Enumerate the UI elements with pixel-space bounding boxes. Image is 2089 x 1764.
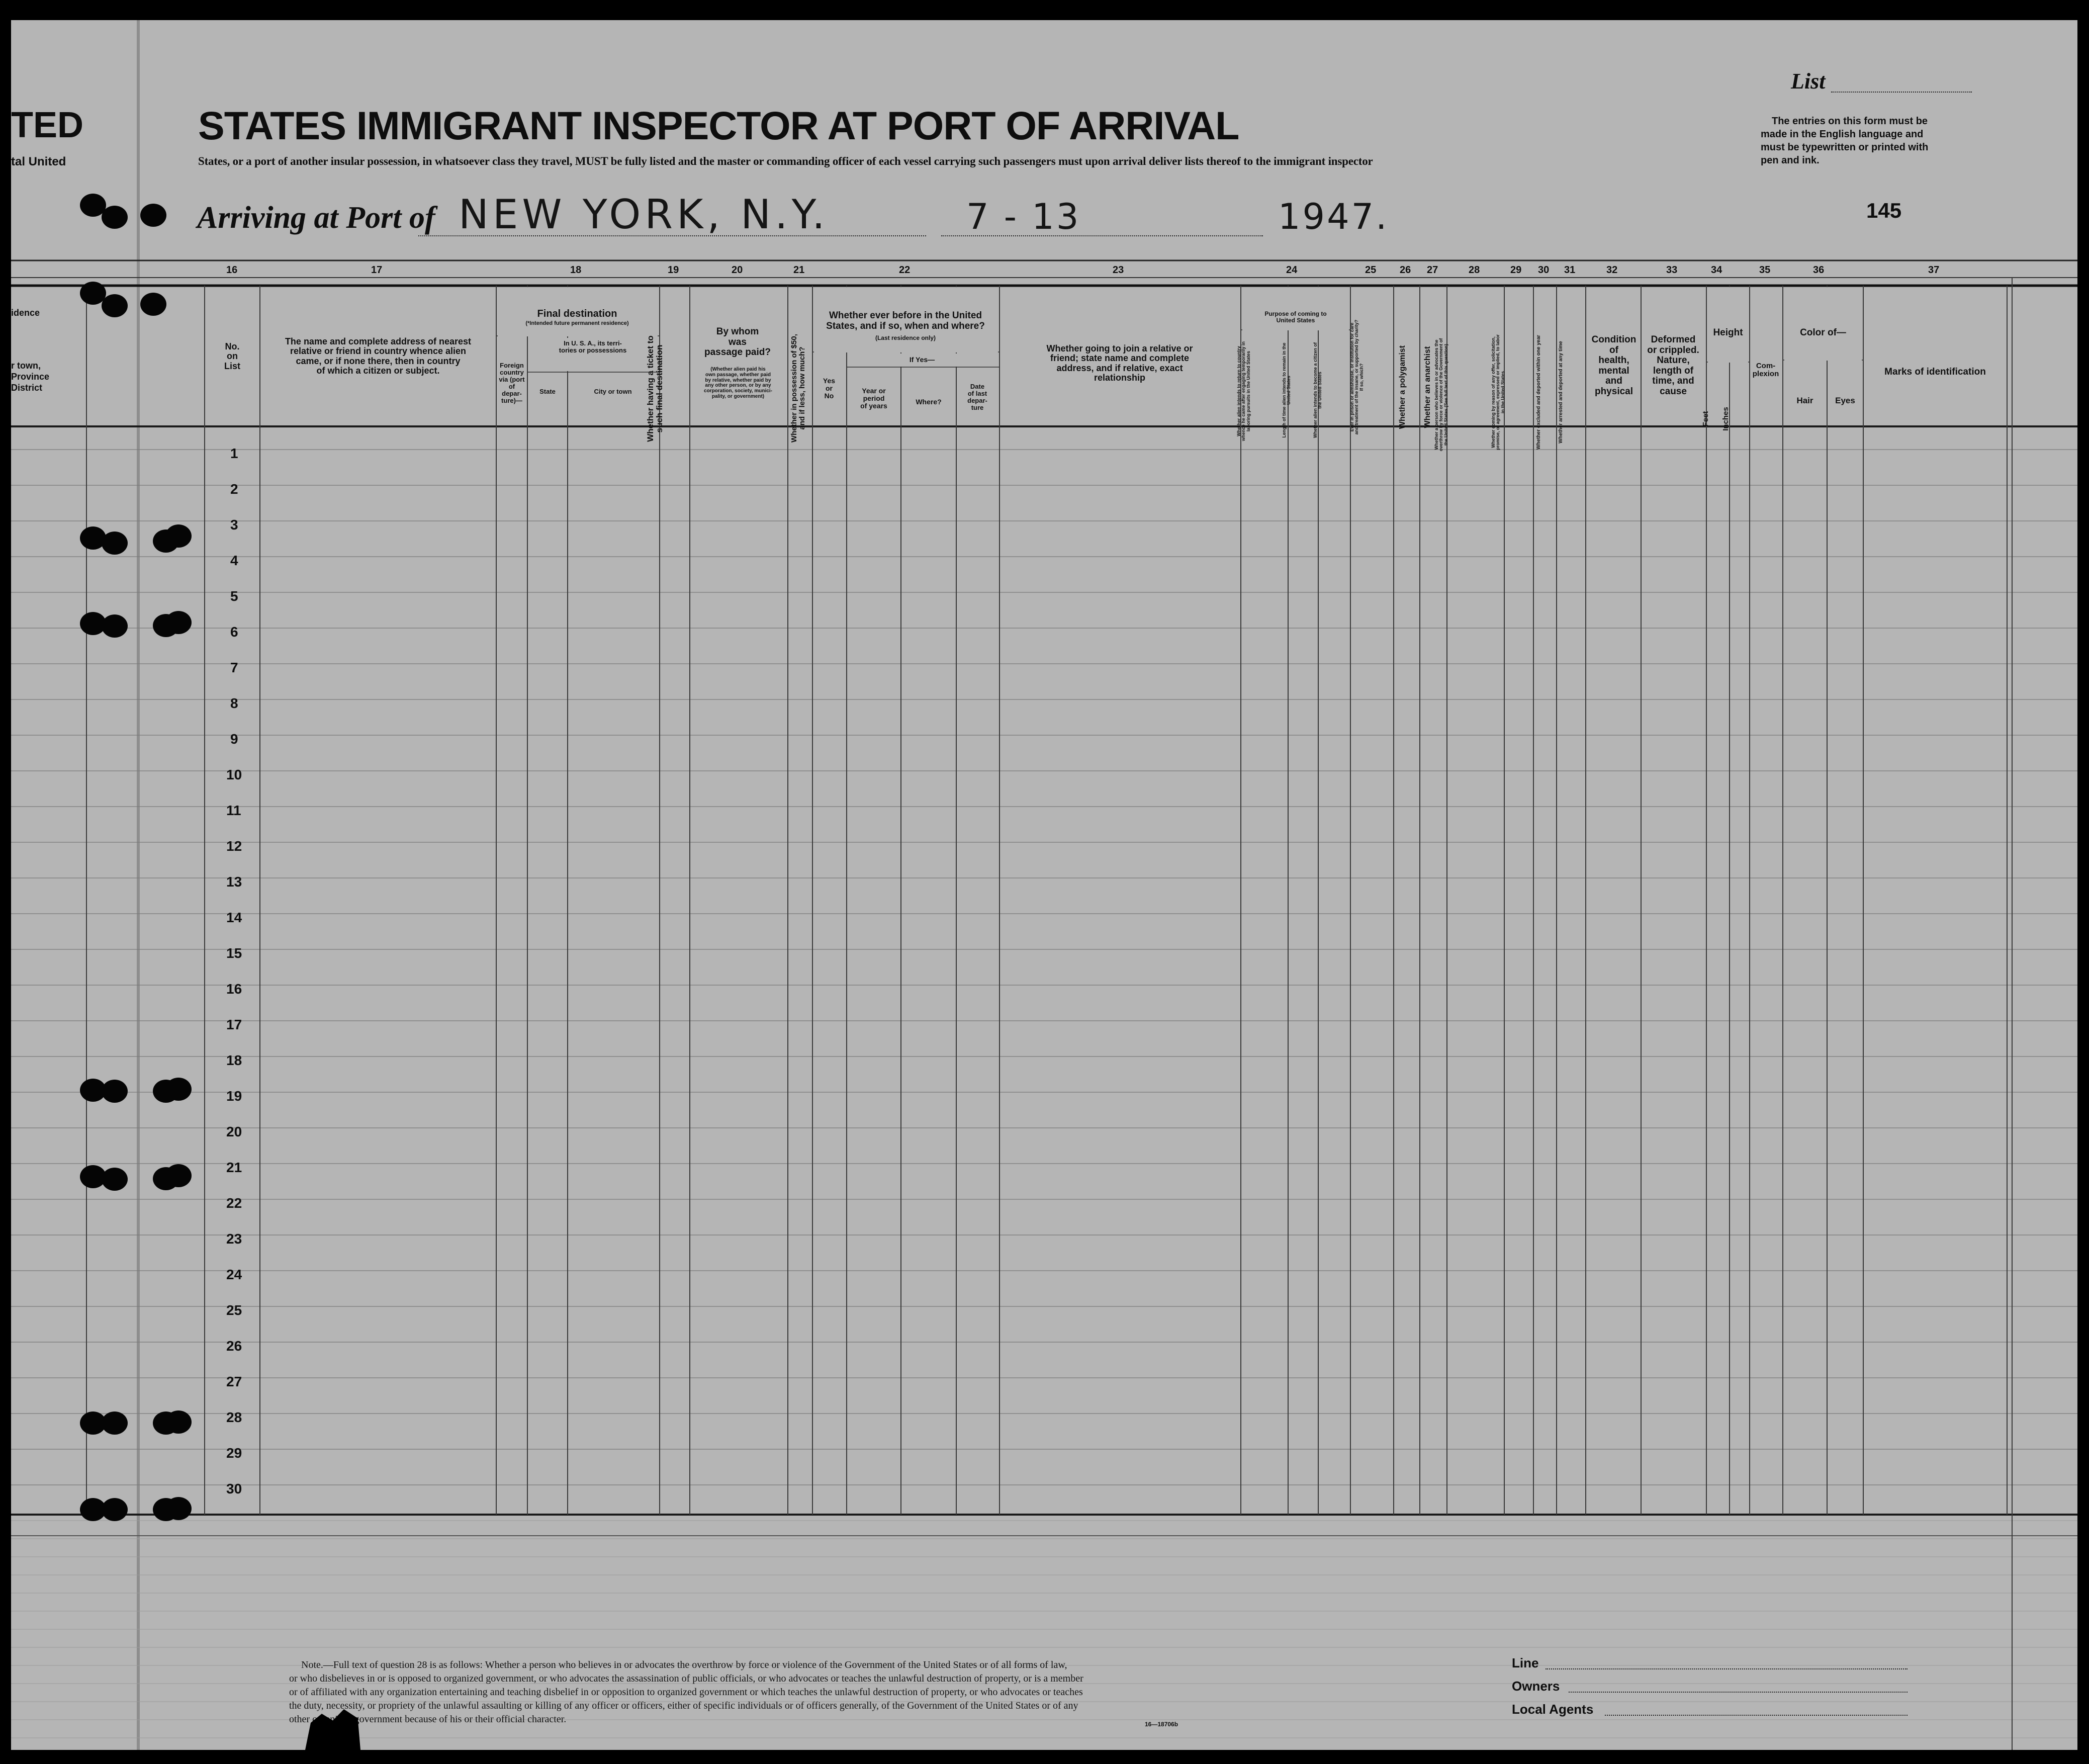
row-number: 22	[226, 1195, 242, 1211]
column-number: 36	[1813, 264, 1825, 276]
punch-hole	[165, 524, 192, 548]
port-label: Arriving at Port of	[197, 201, 435, 235]
row-number: 18	[226, 1052, 242, 1068]
column-number: 19	[668, 264, 679, 276]
row-number: 21	[226, 1160, 242, 1175]
header-merge	[1784, 287, 1862, 361]
col22-if-yes: If Yes—	[909, 356, 935, 364]
col24-title: Purpose of coming to United States	[1264, 310, 1327, 324]
col24a-header: Whether alien intends to return to country whence he came after engaging temporarily in laboring pursuits in the United States	[1236, 341, 1251, 442]
left-fragment-ted: TED	[11, 105, 83, 145]
col22-note: (Last residence only)	[875, 334, 936, 341]
punch-hole	[102, 294, 128, 317]
row-number: 1	[230, 446, 238, 461]
col31-header: Whether arrested and deported at any time	[1558, 341, 1564, 444]
line-label: Line	[1512, 1655, 1539, 1670]
port-value: NEW YORK, N.Y.	[459, 191, 829, 238]
row-number: 15	[226, 945, 242, 961]
col36-hair: Hair	[1796, 396, 1813, 405]
col24c-header: Whether alien intends to become a citizen of the United States	[1313, 342, 1323, 438]
column-number: 28	[1469, 264, 1480, 276]
col18-note: (*Intended future permanent residence)	[525, 320, 629, 326]
punch-hole	[102, 1498, 128, 1521]
column-number: 32	[1606, 264, 1618, 276]
left-fragment-united: tal United	[11, 155, 66, 168]
column-number: 25	[1365, 264, 1377, 276]
column-number: 22	[899, 264, 911, 276]
town-fragment: r town, Province District	[11, 361, 50, 393]
residence-fragment: idence	[11, 308, 40, 318]
punch-hole	[102, 1168, 128, 1191]
row-number: 11	[226, 803, 241, 818]
col30-header: Whether excluded and deported within one year	[1536, 335, 1541, 450]
column-number: 18	[570, 264, 582, 276]
col24b-header: Length of time alien intends to remain in the United States	[1282, 342, 1292, 438]
column-number: 37	[1928, 264, 1940, 276]
col36-header: Color of—	[1800, 327, 1846, 338]
year-value: 1947.	[1278, 196, 1389, 237]
col22-where: Where?	[916, 398, 942, 406]
col18-usa: In U. S. A., its terri- tories or possessions	[559, 339, 627, 355]
row-number: 30	[226, 1481, 242, 1496]
column-number: 33	[1666, 264, 1678, 276]
row-number: 10	[226, 767, 242, 782]
column-number: 20	[732, 264, 743, 276]
row-number: 3	[230, 517, 238, 533]
col29-header: Whether coming by reason of any offer, solicitation, promise, or agreement, expressed or implied, to labor in the United States	[1491, 334, 1505, 451]
agents-label: Local Agents	[1512, 1702, 1594, 1717]
col16-header: No. on List	[224, 341, 240, 371]
col22-date: Date of last depar- ture	[967, 383, 987, 412]
punch-hole	[102, 1412, 128, 1435]
list-number-line	[1831, 92, 1972, 93]
column-number: 27	[1427, 264, 1438, 276]
punch-hole	[165, 1497, 192, 1520]
agents-signature	[1605, 1715, 1908, 1716]
row-number: 14	[226, 910, 242, 925]
col22-period: Year or period of years	[860, 387, 887, 410]
column-number: 35	[1759, 264, 1771, 276]
col20-header: By whom was passage paid?	[704, 326, 771, 358]
col34-feet: Feet	[1701, 411, 1710, 427]
row-number: 6	[230, 624, 238, 640]
header-merge	[1708, 287, 1748, 363]
col18-state: State	[539, 388, 556, 395]
line-signature	[1546, 1668, 1908, 1669]
col18-city: City or town	[594, 388, 632, 395]
row-number: 16	[226, 981, 242, 997]
row-number: 28	[226, 1409, 242, 1425]
punch-hole	[102, 614, 128, 638]
list-label: List	[1791, 69, 1826, 94]
punch-hole	[165, 1078, 192, 1101]
manifest-form	[11, 20, 2077, 1750]
column-number: 34	[1711, 264, 1722, 276]
row-number: 25	[226, 1302, 242, 1318]
row-number: 26	[226, 1338, 242, 1354]
col27-header: Whether an anarchist	[1423, 346, 1432, 428]
row-number: 27	[226, 1374, 242, 1389]
row-number: 24	[226, 1267, 242, 1282]
col26-header: Whether a polygamist	[1398, 345, 1407, 429]
date-value: 7 - 13	[966, 196, 1081, 237]
col18-foreign: Foreign country via (port of depar- ture)—	[499, 362, 525, 405]
punch-hole	[102, 206, 128, 229]
col19-header: Whether having a ticket to such final destination	[646, 335, 664, 442]
column-number: 21	[793, 264, 805, 276]
col23-header: Whether going to join a relative or friend; state name and complete address, and if relative, exact relationship	[1046, 343, 1193, 383]
col32-header: Condition of health, mental and physical	[1591, 334, 1637, 397]
row-number: 8	[230, 695, 238, 711]
col21-header: Whether in possession of $50, and if less, how much?	[790, 334, 806, 443]
column-number: 24	[1286, 264, 1298, 276]
owners-signature	[1569, 1692, 1908, 1693]
column-number: 31	[1564, 264, 1576, 276]
row-number: 9	[230, 731, 238, 747]
form-title: STATES IMMIGRANT INSPECTOR AT PORT OF ARRIVAL	[198, 103, 1239, 148]
row-number: 20	[226, 1124, 242, 1139]
punch-hole	[165, 1410, 192, 1434]
col34-header: Height	[1713, 327, 1743, 338]
col35-header: Com- plexion	[1752, 362, 1779, 379]
row-number: 2	[230, 481, 238, 497]
row-number: 19	[226, 1088, 242, 1104]
column-number: 30	[1538, 264, 1550, 276]
col22-title: Whether ever before in the United States, and if so, when and where?	[826, 310, 985, 331]
row-number: 23	[226, 1231, 242, 1247]
column-number: 17	[371, 264, 383, 276]
form-subtitle: States, or a port of another insular possession, in whatsoever class they travel, MUST be fully listed and the master or commanding officer of each vessel carrying such passengers must upon arrival deliver lists thereof to the immigrant inspector	[198, 155, 1373, 167]
punch-hole	[140, 204, 166, 227]
fold-shadow	[137, 20, 140, 1750]
col34-inches: Inches	[1721, 407, 1730, 431]
column-number: 26	[1400, 264, 1411, 276]
col17-header: The name and complete address of nearest relative or friend in country whence alien came, or if none there, then in country of which a citizen or subject.	[285, 336, 472, 376]
punch-hole	[102, 1080, 128, 1103]
col22-yes-no: Yes or No	[823, 377, 836, 400]
row-number: 12	[226, 838, 242, 854]
punch-hole	[165, 611, 192, 634]
column-number: 23	[1113, 264, 1124, 276]
col28-header: Whether a person who believes in or advocates the overthrow by force or violence of the Government of the United States (See full text of this question)	[1434, 338, 1448, 452]
col36-eyes: Eyes	[1835, 396, 1855, 405]
header-merge	[1242, 287, 1349, 330]
instructions: The entries on this form must be made in the English language and must be typewritten or printed with pen and ink.	[1761, 116, 1929, 166]
row-number: 17	[226, 1017, 242, 1032]
col20-note: (Whether alien paid his own passage, whether paid by relative, whether paid by any other person, or by any corporation, society, munici- pality, or government)	[704, 367, 772, 399]
col18-title: Final destination	[537, 308, 617, 319]
col37-header: Marks of identification	[1884, 367, 1986, 377]
footer-note: Note.—Full text of question 28 is as follows: Whether a person who believes in or advocates the overthrow by force or violence of the Government of the United States or of all forms of law, or who disbelieves in or is opposed to organized government, or who advocates the assassination of public officials, or who advocates or teaches the unlawful destruction of property, or is a member or of affiliated with any organization entertaining and teaching disbelief in or opposition to organized government or which teaches the unlawful destruction of property, or who advocates or teaches the duty, necessity, or propriety of the unlawful assaulting or killing of any officer or officers, either of specific individuals or of officers generally, of the Government of the United States or of any other organized government because of his or their official character.	[289, 1659, 1083, 1725]
row-number: 7	[230, 660, 238, 675]
row-number: 4	[230, 553, 238, 568]
row-number: 5	[230, 588, 238, 604]
owners-label: Owners	[1512, 1679, 1560, 1694]
col25-header: Ever in prison or almshouse, or institution for care and treatment of the insane, or supported by charity? If so, which?	[1349, 319, 1364, 435]
page-number: 145	[1866, 199, 1902, 222]
punch-hole	[102, 532, 128, 555]
form-grid	[11, 20, 2077, 1750]
punch-hole	[140, 293, 166, 316]
punch-hole	[165, 1164, 192, 1187]
col33-header: Deformed or crippled. Nature, length of time, and cause	[1647, 334, 1699, 397]
row-number: 13	[226, 874, 242, 890]
form-code: 16—18706b	[1145, 1721, 1178, 1728]
column-number: 29	[1510, 264, 1522, 276]
row-number: 29	[226, 1445, 242, 1461]
column-number: 16	[226, 264, 238, 276]
